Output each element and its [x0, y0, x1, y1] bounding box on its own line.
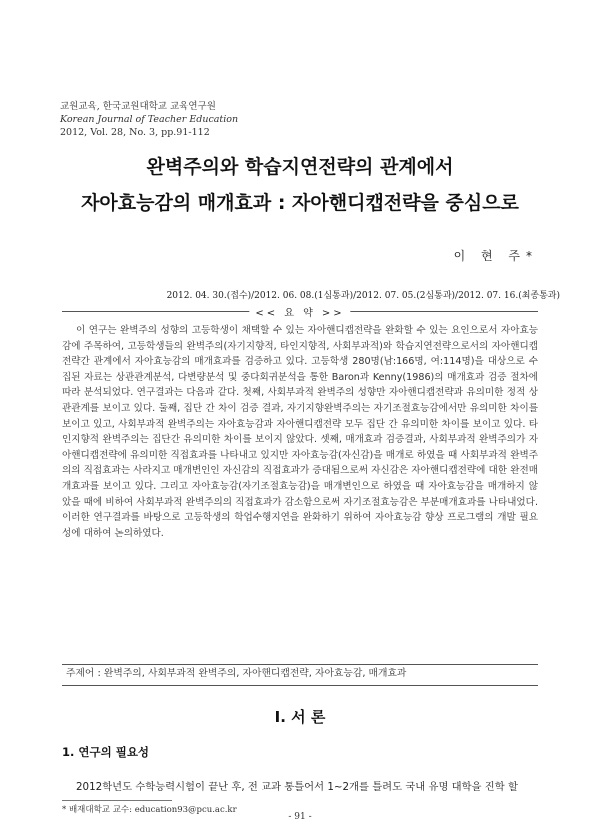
abstract-text: 이 연구는 완벽주의 성향의 고등학생이 채택할 수 있는 자아핸디캡전략을 완화할 수 있는 요인으로서 자아효능감에 주목하여, 고등학생들의 완벽주의(자기지향적, 타인지향적, 사회부과적)와 학습지연전략으로서의 자아핸디캡전략간 관계에서 자아효능감의 매개효과를 검증하고 있다. 고등학생 280명(남:166명, 여:114명)을 대상으로 수집된 자료는 상관관계분석, 다변량분석 및 중다회귀분석을 통한 Baron과 Kenny(1986)의 매개효과 검증 절차에 따라 분석되었다. 연구결과는 다음과 같다. 첫째, 사회부과적 완벽주의 성향만 자아핸디캡전략과 유의미한 정적 상관관계를 보이고 있다. 둘째, 집단 간 차이 검증 결과, 자기지향완벽주의는 자기조절효능감에서만 유의미한 차이를 보이고 있고, 사회부과적 완벽주의는 자아효능감과 자아핸디캡전략 모두 집단 간 유의미한 차이를 보이고 있다. 타인지향적 완벽주의는 집단간 유의미한 차이를 보이지 않았다. 셋째, 매개효과 검증결과, 사회부과적 완벽주의가 자아핸디캡전략에 유의미한 직접효과를 나타내고 있지만 자아효능감(자신감)을 매개로 하였을 때 사회부과적 완벽주의의 직접효과는 사라지고 매개변인인 자신감의 직접효과가 증대됨으로써 자신감은 자아핸디캡전략에 대한 완전매개효과를 보이고 있다. 그리고 자아효능감(자기조절효능감)을 매개변인으로 하였을 때 자아효능감을 매개하지 않았을 때에 비하여 사회부과적 완벽주의의 직접효과가 감소함으로써 자기조절효능감은 부분매개효과를 나타내었다. 이러한 연구결과를 바탕으로 고등학생의 학업수행지연을 완화하기 위하여 자아효능감 향상 프로그램의 개발 필요성에 대하여 논의하였다. [62, 325, 538, 539]
author-name: 이 현 주* [453, 249, 538, 263]
footnote-rule [62, 800, 172, 801]
keywords: 주제어 : 완벽주의, 사회부과적 완벽주의, 자아핸디캡전략, 자아효능감, 매개효과 [66, 668, 407, 679]
journal-name-english: Korean Journal of Teacher Education [60, 114, 239, 125]
journal-header [60, 100, 238, 139]
paper-title-line-2: 자아효능감의 매개효과 : 자아핸디캡전략을 중심으로 [81, 192, 519, 214]
summary-label: << 요 약 >> [249, 304, 350, 319]
journal-name-korean: 교원교육, 한국교원대학교 교육연구원 [60, 101, 216, 112]
subsection-heading: 1. 연구의 필요성 [62, 745, 150, 759]
section-heading: Ⅰ. 서 론 [274, 708, 326, 726]
summary-header [62, 304, 538, 318]
review-dates: 2012. 04. 30.(접수)/2012. 06. 08.(1심통과)/2012. 07. 05.(2심통과)/2012. 07. 16.(최종통과) [166, 291, 560, 301]
paper-title-line-1: 완벽주의와 학습지연전략의 관계에서 [146, 156, 454, 178]
footnote: * 배재대학교 교수: education93@pcu.ac.kr [62, 805, 237, 815]
body-paragraph: 2012학년도 수학능력시험이 끝난 후, 전 교과 통틀어서 1~2개를 틀려도 국내 유명 대학을 진학 할 [76, 781, 518, 793]
journal-volume-info: 2012, Vol. 28, No. 3, pp.91-112 [60, 127, 210, 138]
page-number: - 91 - [288, 812, 312, 822]
keywords-bottom-rule [62, 685, 538, 686]
